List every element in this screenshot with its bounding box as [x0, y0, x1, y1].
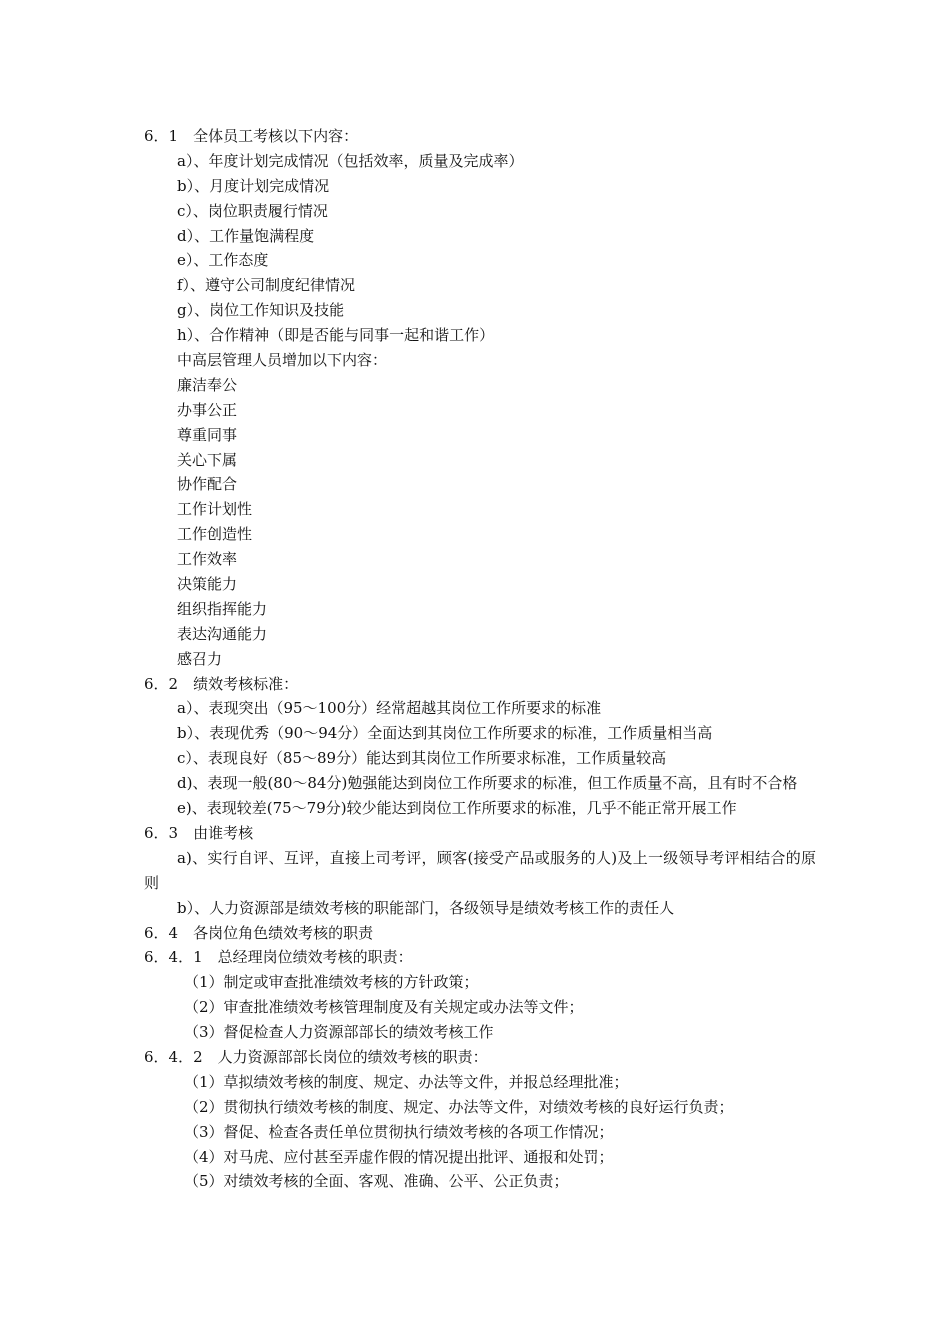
section-heading: 6．2 绩效考核标准：	[144, 674, 299, 693]
text-line: 表达沟通能力	[177, 624, 268, 643]
text-line: a)、实行自评、互评，直接上司考评，顾客(接受产品或服务的人)及上一级领导考评相结合的原则	[144, 848, 816, 892]
section-heading: 6．4．1 总经理岗位绩效考核的职责：	[144, 948, 413, 967]
text-line: h）、合作精神（即是否能与同事一起和谐工作）	[177, 326, 495, 345]
text-line: 协作配合	[177, 475, 238, 494]
text-line: d)、表现一般(80～84分)勉强能达到岗位工作所要求的标准，但工作质量不高，且有时不合格	[177, 774, 798, 793]
text-line: a）、年度计划完成情况（包括效率，质量及完成率）	[177, 151, 524, 170]
text-line: 决策能力	[177, 575, 238, 594]
text-line: （5）对绩效考核的全面、客观、准确、公平、公正负责；	[184, 1172, 569, 1191]
text-line: d）、工作量饱满程度	[177, 226, 315, 245]
section-heading: 6．4．2 人力资源部部长岗位的绩效考核的职责：	[144, 1048, 488, 1066]
text-line: 工作创造性	[177, 525, 253, 544]
text-line: （3）督促检查人力资源部部长的绩效考核工作	[184, 1023, 494, 1042]
text-line: a）、表现突出（95～100分）经常超越其岗位工作所要求的标准	[177, 699, 602, 718]
text-line: 尊重同事	[177, 425, 238, 444]
section-heading: 6．3 由谁考核	[144, 823, 254, 842]
document-body	[144, 124, 816, 1194]
text-line: （1）制定或审查批准绩效考核的方针政策；	[184, 973, 479, 992]
text-line: 中高层管理人员增加以下内容：	[177, 351, 388, 370]
text-line: 感召力	[177, 649, 223, 668]
text-line: （2）贯彻执行绩效考核的制度、规定、办法等文件，对绩效考核的良好运行负责；	[184, 1097, 734, 1116]
section-heading: 6．1 全体员工考核以下内容：	[144, 127, 359, 145]
text-line: 关心下属	[177, 450, 238, 469]
text-line: 工作计划性	[177, 500, 253, 519]
text-line: 廉洁奉公	[177, 375, 238, 394]
text-line: （4）对马虎、应付甚至弄虚作假的情况提出批评、通报和处罚；	[184, 1147, 614, 1166]
text-line: f）、遵守公司制度纪律情况	[177, 276, 356, 295]
text-line: 办事公正	[177, 400, 238, 419]
text-line: （3）督促、检查各责任单位贯彻执行绩效考核的各项工作情况；	[184, 1122, 614, 1141]
text-line: （2）审查批准绩效考核管理制度及有关规定或办法等文件；	[184, 998, 584, 1017]
text-line: e）、工作态度	[177, 251, 269, 270]
section-heading: 6．4 各岗位角色绩效考核的职责	[144, 923, 374, 942]
text-line: 工作效率	[177, 550, 238, 569]
text-line: c）、岗位职责履行情况	[177, 201, 328, 220]
text-line: b）、月度计划完成情况	[177, 176, 330, 195]
text-line: 组织指挥能力	[177, 599, 268, 618]
text-line: e)、表现较差(75～79分)较少能达到岗位工作所要求的标准，几乎不能正常开展工作	[177, 799, 737, 818]
text-line: b）、人力资源部是绩效考核的职能部门，各级领导是绩效考核工作的责任人	[177, 898, 675, 917]
text-line: （1）草拟绩效考核的制度、规定、办法等文件，并报总经理批准；	[184, 1072, 629, 1091]
text-line: g）、岗位工作知识及技能	[177, 301, 345, 320]
text-line: c）、表现良好（85～89分）能达到其岗位工作所要求标准，工作质量较高	[177, 749, 667, 768]
text-line: b）、表现优秀（90～94分）全面达到其岗位工作所要求的标准，工作质量相当高	[177, 724, 713, 743]
